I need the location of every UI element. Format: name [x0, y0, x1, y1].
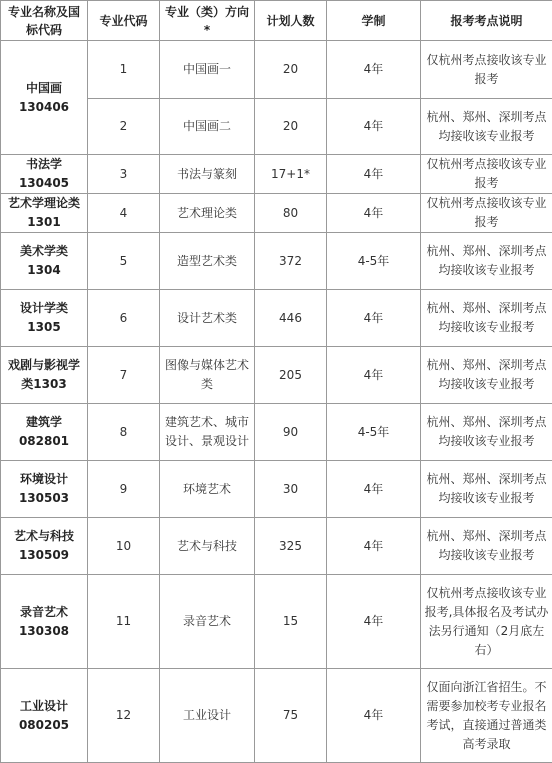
table-row: [1, 41, 552, 99]
direction-cell: 建筑艺术、城市设计、景观设计: [160, 404, 255, 461]
exam-note-cell: 杭州、郑州、深圳考点均接收该专业报考: [421, 461, 552, 518]
header-quota: 计划人数: [255, 1, 327, 41]
exam-note-cell: 杭州、郑州、深圳考点均接收该专业报考: [421, 518, 552, 575]
code-cell: 12: [88, 669, 160, 763]
table-row: [1, 233, 552, 290]
direction-cell: 录音艺术: [160, 575, 255, 669]
table-row: [1, 575, 552, 669]
quota-cell: 90: [255, 404, 327, 461]
header-code: 专业代码: [88, 1, 160, 41]
major-name-cell: 美术学类1304: [1, 233, 88, 290]
quota-cell: 446: [255, 290, 327, 347]
table-row: [1, 669, 552, 763]
header-exam-note: 报考考点说明: [421, 1, 552, 41]
duration-cell: 4年: [327, 194, 421, 233]
major-name-cell: 环境设计130503: [1, 461, 88, 518]
direction-cell: 艺术理论类: [160, 194, 255, 233]
direction-cell: 书法与篆刻: [160, 155, 255, 194]
table-row: [1, 461, 552, 518]
duration-cell: 4-5年: [327, 404, 421, 461]
quota-cell: 75: [255, 669, 327, 763]
code-cell: 1: [88, 41, 160, 99]
exam-note-cell: 仅杭州考点接收该专业报考,具体报名及考试办法另行通知（2月底左右）: [421, 575, 552, 669]
code-cell: 10: [88, 518, 160, 575]
quota-cell: 80: [255, 194, 327, 233]
quota-cell: 30: [255, 461, 327, 518]
major-name-cell: 艺术与科技130509: [1, 518, 88, 575]
direction-cell: 中国画二: [160, 99, 255, 155]
header-direction: 专业（类）方向*: [160, 1, 255, 41]
duration-cell: 4-5年: [327, 233, 421, 290]
code-cell: 9: [88, 461, 160, 518]
duration-cell: 4年: [327, 461, 421, 518]
code-cell: 7: [88, 347, 160, 404]
quota-cell: 20: [255, 99, 327, 155]
exam-note-cell: 杭州、郑州、深圳考点均接收该专业报考: [421, 233, 552, 290]
direction-cell: 中国画一: [160, 41, 255, 99]
header-duration: 学制: [327, 1, 421, 41]
table-row: [1, 290, 552, 347]
table-row: [1, 518, 552, 575]
duration-cell: 4年: [327, 347, 421, 404]
table-row: [1, 194, 552, 233]
exam-note-cell: 杭州、郑州、深圳考点均接收该专业报考: [421, 404, 552, 461]
duration-cell: 4年: [327, 41, 421, 99]
duration-cell: 4年: [327, 155, 421, 194]
table-row: [1, 347, 552, 404]
quota-cell: 17+1*: [255, 155, 327, 194]
major-name-cell: 戏剧与影视学类1303: [1, 347, 88, 404]
duration-cell: 4年: [327, 669, 421, 763]
duration-cell: 4年: [327, 99, 421, 155]
quota-cell: 325: [255, 518, 327, 575]
code-cell: 2: [88, 99, 160, 155]
code-cell: 4: [88, 194, 160, 233]
major-name-cell: 中国画130406: [1, 41, 88, 155]
major-name-cell: 工业设计080205: [1, 669, 88, 763]
exam-note-cell: 杭州、郑州、深圳考点均接收该专业报考: [421, 290, 552, 347]
exam-note-cell: 杭州、郑州、深圳考点均接收该专业报考: [421, 347, 552, 404]
quota-cell: 15: [255, 575, 327, 669]
quota-cell: 372: [255, 233, 327, 290]
direction-cell: 图像与媒体艺术类: [160, 347, 255, 404]
major-name-cell: 书法学130405: [1, 155, 88, 194]
code-cell: 3: [88, 155, 160, 194]
table-header-row: [1, 1, 552, 41]
duration-cell: 4年: [327, 575, 421, 669]
quota-cell: 20: [255, 41, 327, 99]
direction-cell: 造型艺术类: [160, 233, 255, 290]
major-name-cell: 录音艺术130308: [1, 575, 88, 669]
duration-cell: 4年: [327, 290, 421, 347]
major-name-cell: 艺术学理论类1301: [1, 194, 88, 233]
code-cell: 5: [88, 233, 160, 290]
direction-cell: 工业设计: [160, 669, 255, 763]
header-major-name: 专业名称及国标代码: [1, 1, 88, 41]
direction-cell: 环境艺术: [160, 461, 255, 518]
code-cell: 11: [88, 575, 160, 669]
major-name-cell: 建筑学082801: [1, 404, 88, 461]
code-cell: 8: [88, 404, 160, 461]
table-row: [1, 404, 552, 461]
direction-cell: 设计艺术类: [160, 290, 255, 347]
major-name-cell: 设计学类1305: [1, 290, 88, 347]
exam-note-cell: 仅杭州考点接收该专业报考: [421, 41, 552, 99]
duration-cell: 4年: [327, 518, 421, 575]
direction-cell: 艺术与科技: [160, 518, 255, 575]
exam-note-cell: 仅面向浙江省招生。不需要参加校考专业报名考试，直接通过普通类高考录取: [421, 669, 552, 763]
exam-note-cell: 仅杭州考点接收该专业报考: [421, 155, 552, 194]
exam-note-cell: 杭州、郑州、深圳考点均接收该专业报考: [421, 99, 552, 155]
code-cell: 6: [88, 290, 160, 347]
table-row: [1, 155, 552, 194]
exam-note-cell: 仅杭州考点接收该专业报考: [421, 194, 552, 233]
quota-cell: 205: [255, 347, 327, 404]
